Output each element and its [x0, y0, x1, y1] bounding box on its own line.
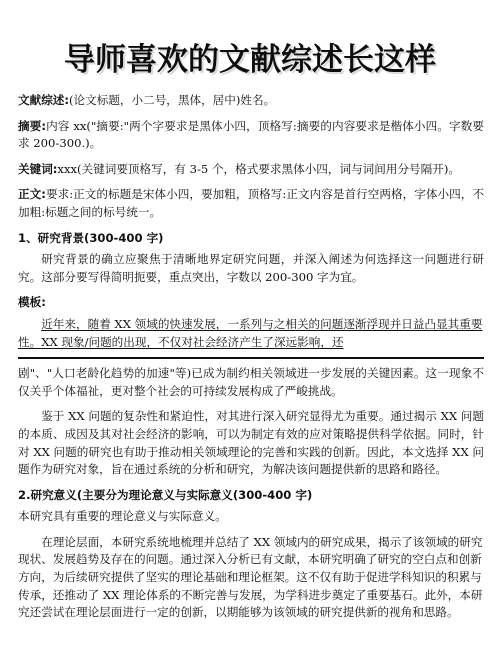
abstract-label: 摘要:: [18, 118, 47, 133]
section2-text: 在理论层面，本研究系统地梳理并总结了 XX 领域内的研究成果，揭示了该领域的研究现状、发展趋势及存在的问题。通过深入分析已有文献，本研究明确了研究的空白点和创新方向，为后续研究提供了坚实的理论基础和理论框架。这不仅有助于促进学科知识的积累与传承，还推动了 XX 理论体系的不断完善与发展，为学科进步奠定了重要基石。此外，本研究还尝试在理论层面进行一定的创新，以期能够为该领域的研究提供新的视角和思路。: [18, 534, 483, 620]
body-text: 要求:正文的标题是宋体小四，要加粗，顶格写:正文内容是首行空两格，字体小四，不加粗:标题之间的标号统一。: [18, 187, 484, 219]
abstract-text: 内容 xx("摘要:"两个字要求是黑体小四，顶格写:摘要的内容要求是楷体小四。字数要求 200-300.)。: [18, 118, 485, 151]
redaction-line: [18, 353, 484, 363]
keywords-label: 关键词:: [18, 161, 58, 176]
body-para: [18, 186, 484, 221]
keywords-text: xxx(关键词要顶格写，有 3-5 个，格式要求黑体小四，词与词间用分号隔开)。: [57, 161, 460, 176]
template-para2: 鉴于 XX 问题的复杂性和紧迫性，对其进行深入研究显得尤为重要。通过揭示 XX 问题的本质、成因及其对社会经济的影响，可以为制定有效的应对策略提供科学依据。同时，针对 XX 问题的研究也有助于推动相关领域理论的完善和实践的创新。因此，本文选择 XX 问题作为研究对象，旨在通过系统的分析和研究，为解决该问题提供新的思路和路径。: [18, 409, 484, 477]
redaction-bar: [18, 357, 484, 359]
section2-heading: 2.研究意义(主要分为理论意义与实际意义(300-400 字): [18, 487, 313, 502]
lit-title-text: (论文标题，小二号，黑体，居中)姓名。: [69, 93, 276, 107]
abstract-para: [18, 118, 484, 153]
page-title: 导师喜欢的文献综述长这样: [64, 42, 436, 78]
section1-text: 研究背景的确立应聚焦于清晰地界定研究问题，并深入阐述为何选择这一问题进行研究。这部分要写得简明扼要，重点突出，字数以 200-300 字为宜。: [18, 252, 484, 284]
template-para1-a: 近年来，随着 XX 领域的快速发展，一系列与之相关的问题逐渐浮现并日益凸显其重要性。XX 现象/问题的出现，不仅对社会经济产生了深远影响，还: [18, 316, 483, 349]
lit-title-label: 文献综述:: [18, 93, 70, 107]
template-para1-b: 剧"、"人口老龄化趋势的加速"等)已成为制约相关领域进一步发展的关键因素。这一现象不仅关乎个体福祉，更对整个社会的可持续发展构成了严峻挑战。: [18, 366, 484, 398]
lit-title-para: [18, 92, 484, 110]
keywords-para: [18, 161, 484, 179]
section2-intro: 本研究具有重要的理论意义与实际意义。: [18, 509, 227, 524]
body-label: 正文:: [18, 187, 46, 202]
template-heading: 模板:: [18, 295, 46, 310]
document-body: [18, 92, 484, 622]
section1-heading: 1、研究背景(300-400 字): [18, 230, 164, 245]
